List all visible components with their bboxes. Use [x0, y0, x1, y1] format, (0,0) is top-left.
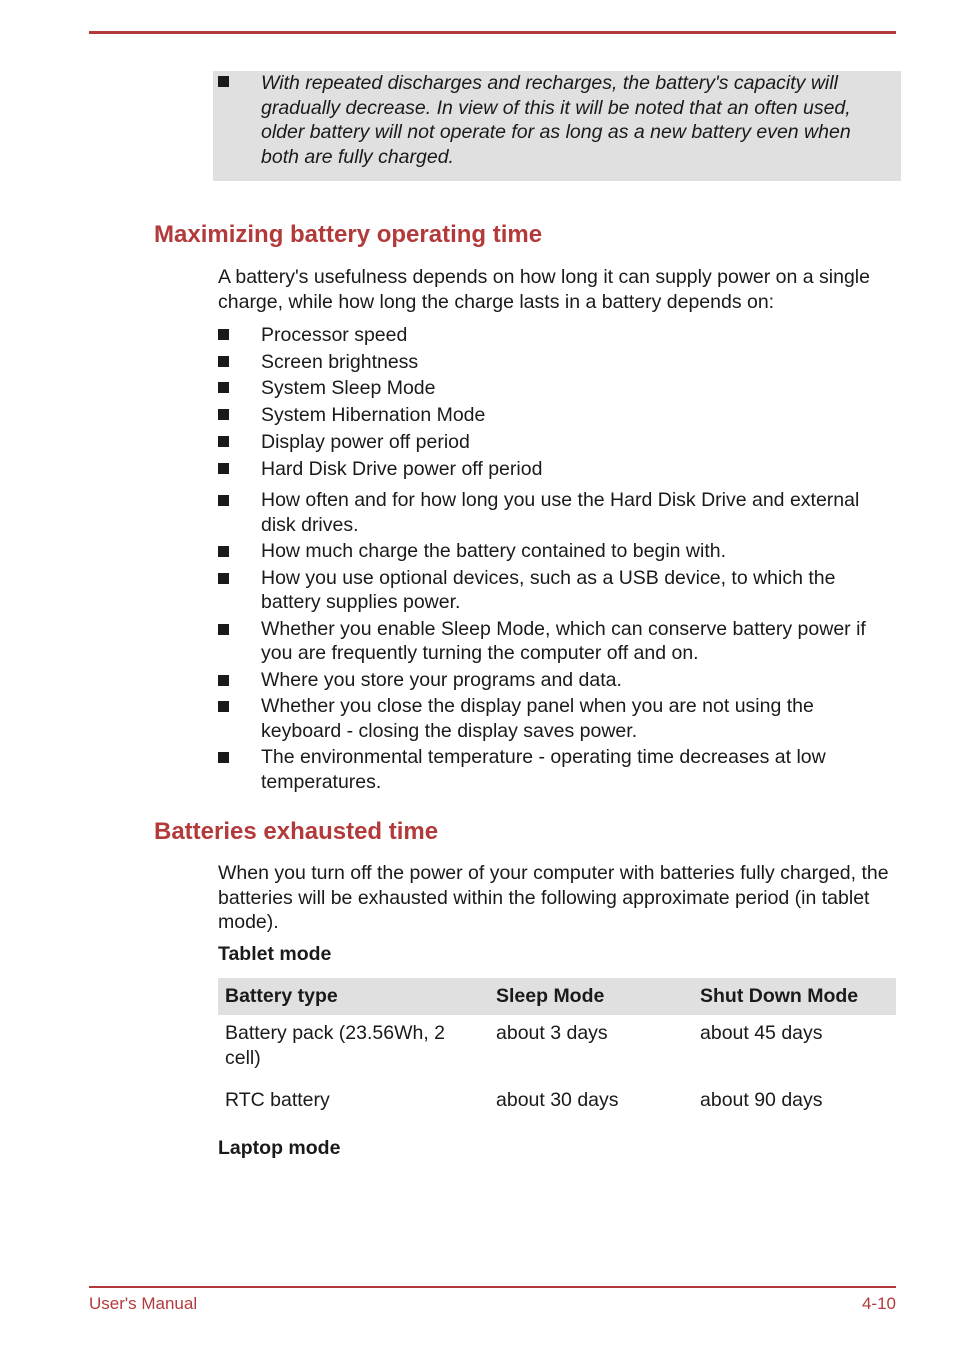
tablet-mode-label: Tablet mode	[218, 943, 332, 965]
header-battery-type: Battery type	[218, 978, 489, 1015]
bullet-icon	[218, 752, 229, 763]
footer-manual-title: User's Manual	[89, 1294, 198, 1313]
bullet-icon	[218, 463, 229, 474]
factor-list-a	[218, 322, 898, 482]
bullet-icon	[218, 675, 229, 686]
bottom-rule	[89, 1286, 896, 1288]
bullet-icon	[218, 382, 229, 393]
top-rule	[89, 31, 896, 34]
table-header-row	[218, 978, 896, 1015]
bullet-icon	[218, 701, 229, 712]
header-shut-down-mode: Shut Down Mode	[693, 978, 896, 1015]
list-item: Where you store your programs and data.	[218, 668, 898, 693]
list-item: Whether you close the display panel when you are not using the keyboard - closing the display saves power.	[218, 694, 898, 743]
table-cell: about 30 days	[496, 1089, 619, 1111]
battery-table	[218, 978, 896, 1119]
list-item: How much charge the battery contained to begin with.	[218, 539, 898, 564]
list-item: Processor speed	[218, 322, 898, 349]
table-cell: Battery pack (23.56Wh, 2 cell)	[225, 1022, 446, 1069]
exhausted-intro-paragraph: When you turn off the power of your computer with batteries fully charged, the batteries will be exhausted within the following approximate period (in tablet mode).	[218, 862, 889, 933]
bullet-icon	[218, 76, 229, 87]
section-heading-maximizing: Maximizing battery operating time	[154, 221, 543, 248]
list-item: Screen brightness	[218, 349, 898, 376]
table-row	[218, 1082, 896, 1119]
bullet-icon	[218, 436, 229, 447]
list-item: Display power off period	[218, 429, 898, 456]
table-cell: about 90 days	[700, 1089, 823, 1111]
list-item: Whether you enable Sleep Mode, which can conserve battery power if you are frequently turning the computer off and on.	[218, 617, 898, 666]
bullet-icon	[218, 356, 229, 367]
footer-page-number: 4-10	[861, 1294, 896, 1313]
bullet-icon	[218, 624, 229, 635]
list-item: The environmental temperature - operating time decreases at low temperatures.	[218, 745, 898, 794]
bullet-icon	[218, 409, 229, 420]
section-heading-exhausted: Batteries exhausted time	[154, 818, 439, 845]
list-item: System Sleep Mode	[218, 375, 898, 402]
bullet-icon	[218, 329, 229, 340]
list-item: How you use optional devices, such as a USB device, to which the battery supplies power.	[218, 566, 898, 615]
list-item: System Hibernation Mode	[218, 402, 898, 429]
note-text: With repeated discharges and recharges, the battery's capacity will gradually decrease. In view of this it will be noted that an often used, older battery will not operate for as long as a new battery even when both are fully charged.	[261, 72, 851, 168]
bullet-icon	[218, 495, 229, 506]
intro-paragraph: A battery's usefulness depends on how long it can supply power on a single charge, while how long the charge lasts in a battery depends on:	[218, 266, 870, 313]
table-row	[218, 1015, 896, 1082]
table-cell: about 3 days	[496, 1022, 608, 1044]
bullet-icon	[218, 573, 229, 584]
table-cell: about 45 days	[700, 1022, 823, 1044]
header-sleep-mode: Sleep Mode	[489, 978, 693, 1015]
list-item: Hard Disk Drive power off period	[218, 456, 898, 483]
factor-list-b	[218, 488, 898, 794]
list-item: How often and for how long you use the Hard Disk Drive and external disk drives.	[218, 488, 898, 537]
note-box	[213, 71, 901, 181]
bullet-icon	[218, 546, 229, 557]
laptop-mode-label: Laptop mode	[218, 1137, 341, 1159]
table-cell: RTC battery	[225, 1089, 330, 1111]
